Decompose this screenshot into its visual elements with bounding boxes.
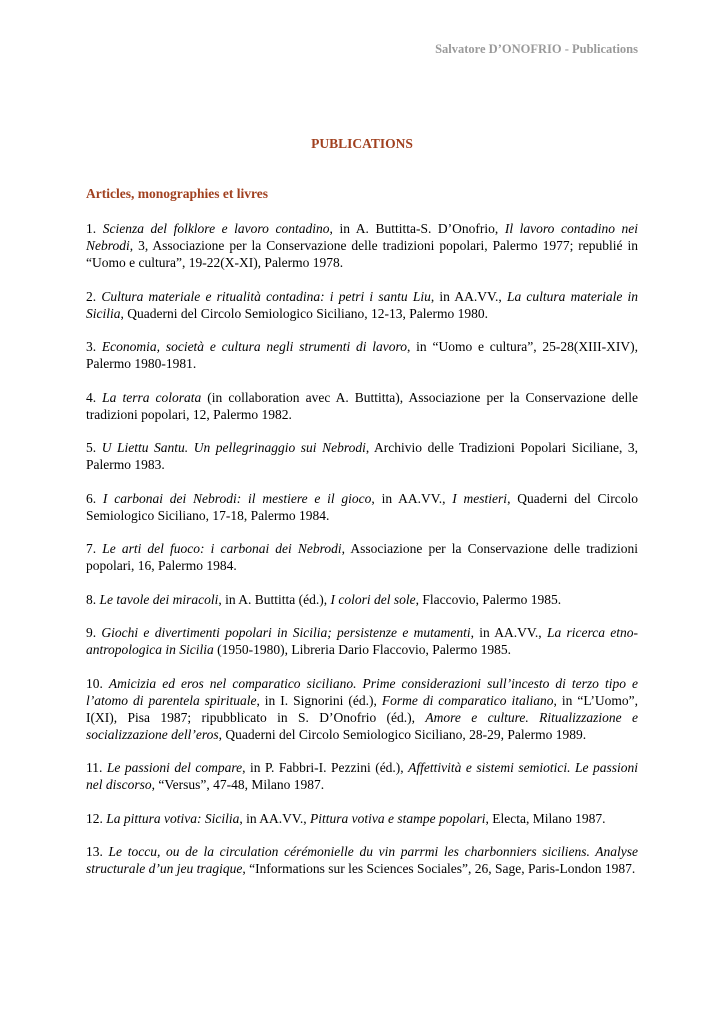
entry-text: , Associazione per la Conservazione delle tradizioni popolari, 16, Palermo 1984. (86, 541, 638, 573)
entry-italic-title: La cultura materiale in Sicilia (86, 288, 639, 321)
entry-text: 4. (86, 389, 103, 405)
publication-entry (86, 490, 638, 524)
entry-italic-title: Le tavole dei miracoli (99, 591, 219, 607)
entry-text: 6. (86, 490, 103, 506)
entry-italic-title: Affettività e sistemi semiotici. Le passioni nel discorso (86, 760, 638, 792)
entry-text: , in A. Buttitta-S. D’Onofrio, (329, 221, 505, 236)
entry-text: 3. (86, 339, 102, 354)
publication-entry (86, 843, 638, 877)
entry-text: , “Versus”, 47-48, Milano 1987. (151, 777, 325, 792)
entry-text: 9. (86, 625, 102, 640)
entry-text: , in “L’Uomo”, I(XI), Pisa 1987; ripubblicato in S. D’Onofrio (éd.), (86, 692, 638, 725)
entry-italic-title: Le toccu, ou de la circulation cérémonielle du vin parrmi les charbonniers siciliens. Analyse structurale d’un jeu tragique (86, 844, 639, 876)
entry-text: 1. (86, 221, 103, 236)
entry-text: 13. (86, 844, 109, 859)
entry-text: , in AA.VV., (430, 288, 507, 304)
entry-text: , in I. Signorini (éd.), (256, 692, 382, 708)
entry-italic-title: La pittura votiva: Sicilia (106, 810, 240, 826)
entry-italic-title: Pittura votiva e stampe popolari (310, 810, 486, 826)
entry-text: , “Informations sur les Sciences Sociales”, 26, Sage, Paris-London 1987. (242, 861, 636, 876)
entry-italic-title: Il lavoro contadino nei Nebrodi (86, 221, 639, 253)
entry-text: , Electa, Milano 1987. (485, 810, 606, 826)
publication-entry (86, 389, 638, 423)
entry-text: , in AA.VV., (470, 625, 547, 640)
publication-entry (86, 759, 638, 793)
entry-text: 7. (86, 541, 103, 556)
entry-italic-title: Amore e culture. Ritualizzazione e socializzazione dell’eros (86, 709, 638, 742)
entry-text: 10. (86, 675, 109, 691)
publication-entry (86, 439, 638, 473)
publication-entry (86, 810, 638, 827)
entry-italic-title: La ricerca etno-antropologica in Sicilia (86, 625, 638, 657)
publication-entry (86, 540, 638, 574)
entry-text: , Archivio delle Tradizioni Popolari Siciliane, 3, Palermo 1983. (86, 440, 639, 472)
entry-text: (in collaboration avec A. Buttitta), Associazione per la Conservazione delle tradizioni popolari, 12, Palermo 1982. (86, 389, 639, 422)
publication-entry (86, 288, 638, 322)
publication-list (86, 220, 638, 894)
entry-text: 12. (86, 810, 107, 826)
entry-text: , in P. Fabbri-I. Pezzini (éd.), (242, 760, 409, 775)
entry-italic-title: U Liettu Santu. Un pellegrinaggio sui Nebrodi (101, 440, 366, 455)
entry-text: , Quaderni del Circolo Semiologico Siciliano, 12-13, Palermo 1980. (120, 305, 488, 321)
entry-italic-title: Le arti del fuoco: i carbonai dei Nebrodi (102, 541, 342, 556)
entry-text: , 3, Associazione per la Conservazione delle tradizioni popolari, Palermo 1977; republié in “Uomo e cultura”, 19-22(X-XI), Palermo 1978. (86, 238, 638, 270)
entry-text: , in “Uomo e cultura”, 25-28(XIII-XIV), Palermo 1980-1981. (86, 339, 638, 371)
entry-text: 11. (86, 760, 107, 775)
entry-italic-title: Scienza del folklore e lavoro contadino (102, 221, 330, 236)
entry-italic-title: Le passioni del compare (106, 760, 243, 775)
entry-italic-title: Amicizia ed eros nel comparatico siciliano. Prime considerazioni sull’incesto di terzo tipo e l’atomo di parentela spirituale (86, 675, 639, 708)
section-heading: Articles, monographies et livres (86, 186, 268, 201)
entry-text: , Quaderni del Circolo Semiologico Siciliano, 28-29, Palermo 1989. (218, 726, 587, 742)
publication-entry (86, 338, 638, 372)
entry-italic-title: I carbonai dei Nebrodi: il mestiere e il gioco (102, 490, 372, 506)
entry-italic-title: Forme di comparatico italiano (381, 692, 554, 708)
entry-text: 5. (86, 440, 102, 455)
publication-entry (86, 675, 638, 743)
entry-italic-title: I colori del sole (330, 591, 416, 607)
publication-entry (86, 591, 638, 608)
entry-italic-title: I mestieri (452, 490, 508, 506)
entry-text: , Quaderni del Circolo Semiologico Siciliano, 17-18, Palermo 1984. (86, 490, 639, 523)
entry-text: , Flaccovio, Palermo 1985. (415, 591, 562, 607)
entry-italic-title: Giochi e divertimenti popolari in Sicilia; persistenze e mutamenti (101, 625, 471, 640)
entry-text: , in A. Buttitta (éd.), (218, 591, 331, 607)
entry-text: 8. (86, 591, 100, 607)
entry-italic-title: La terra colorata (102, 389, 202, 405)
running-header: Salvatore D’ONOFRIO - Publications (435, 42, 638, 56)
entry-italic-title: Cultura materiale e ritualità contadina: i petri i santu Liu (101, 288, 431, 304)
publication-entry (86, 624, 638, 658)
entry-text: (1950-1980), Libreria Dario Flaccovio, Palermo 1985. (213, 642, 512, 657)
entry-text: , in AA.VV., (239, 810, 311, 826)
publication-entry (86, 220, 638, 271)
page-title: PUBLICATIONS (311, 136, 413, 151)
entry-italic-title: Economia, società e cultura negli strumenti di lavoro (101, 339, 408, 354)
entry-text: , in AA.VV., (371, 490, 453, 506)
entry-text: 2. (86, 288, 102, 304)
